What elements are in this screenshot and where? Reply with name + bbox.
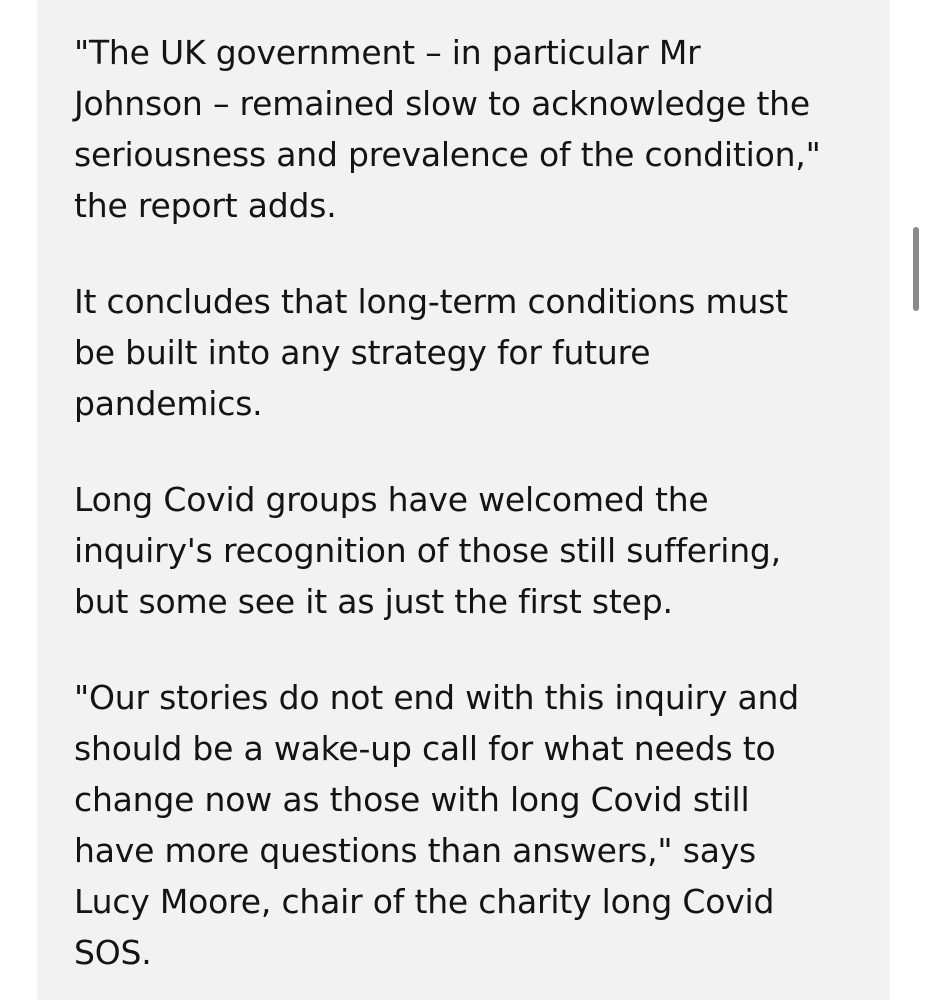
paragraph-2: [74, 276, 874, 429]
paragraph-line: SOS.: [74, 933, 152, 972]
paragraph-line: Long Covid groups have welcomed the: [74, 480, 709, 519]
paragraph-line: pandemics.: [74, 384, 263, 423]
paragraph-line: change now as those with long Covid still: [74, 780, 750, 819]
paragraph-line: the report adds.: [74, 186, 337, 225]
paragraph-line: have more questions than answers," says: [74, 831, 757, 870]
paragraph-1: [74, 27, 874, 231]
paragraph-3: [74, 474, 874, 627]
paragraph-line: "Our stories do not end with this inquiry and: [74, 678, 799, 717]
paragraph-line: Johnson – remained slow to acknowledge the: [74, 84, 811, 123]
paragraph-line: be built into any strategy for future: [74, 333, 651, 372]
paragraph-4: [74, 672, 874, 978]
scrollbar-thumb[interactable]: [913, 227, 919, 311]
paragraph-line: but some see it as just the first step.: [74, 582, 673, 621]
article-body: [74, 27, 874, 1000]
paragraph-line: Lucy Moore, chair of the charity long Covid: [74, 882, 775, 921]
paragraph-line: "The UK government – in particular Mr: [74, 33, 701, 72]
paragraph-line: should be a wake-up call for what needs to: [74, 729, 776, 768]
paragraph-line: seriousness and prevalence of the condition,": [74, 135, 821, 174]
paragraph-line: It concludes that long-term conditions must: [74, 282, 788, 321]
paragraph-line: inquiry's recognition of those still suffering,: [74, 531, 781, 570]
